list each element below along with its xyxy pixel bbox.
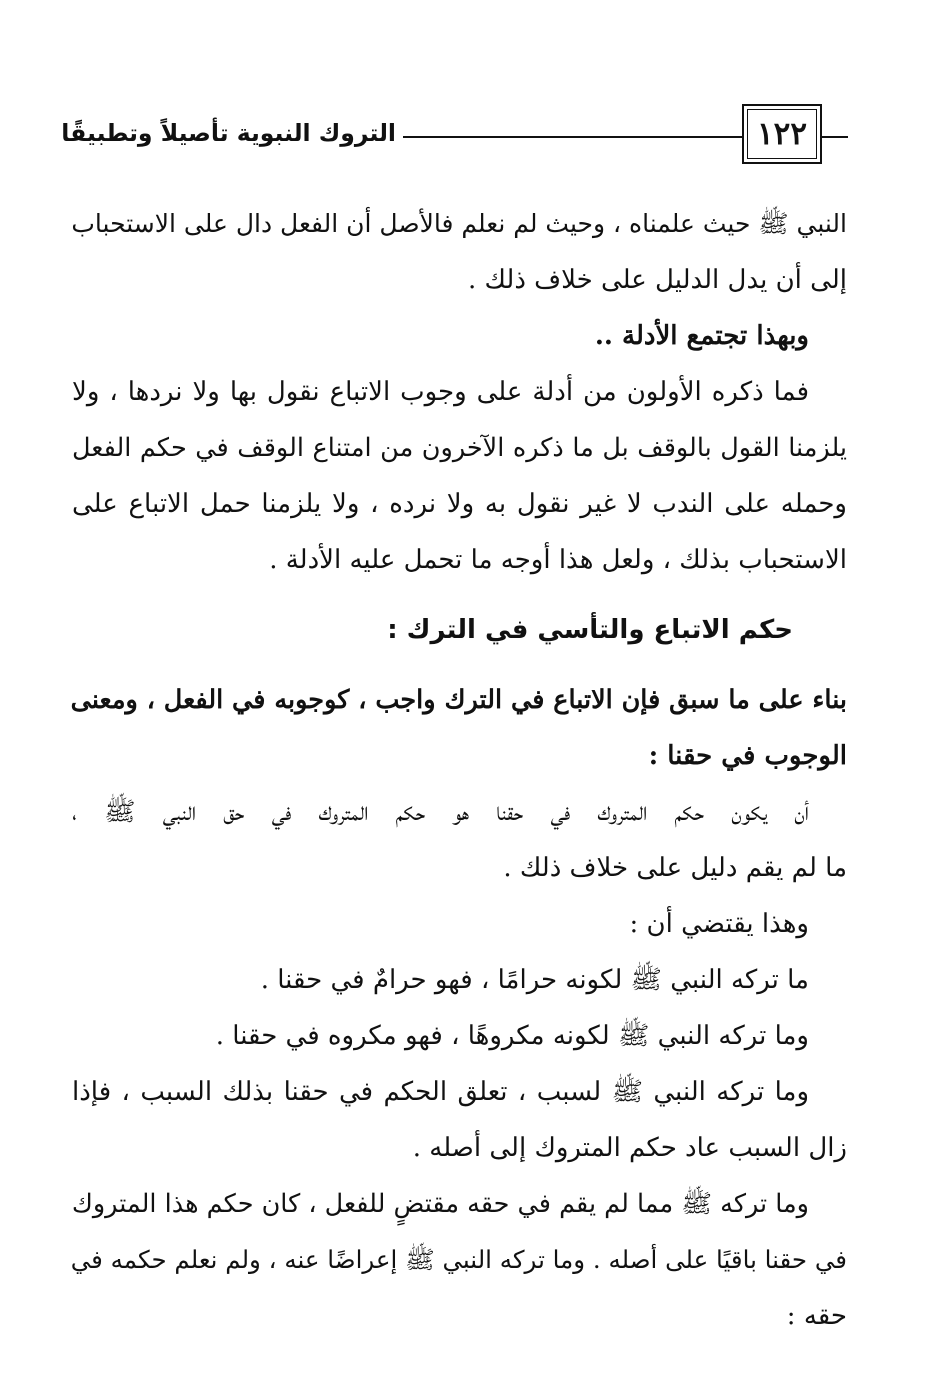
running-title: التروك النبوية تأصيلاً وتطبيقًا	[58, 110, 396, 156]
section-heading: حكم الاتباع والتأسي في الترك :	[387, 615, 793, 645]
section-gap	[72, 658, 847, 672]
body-line: أن يكون حكم المتروك في حقنا هو حكم المتروك في حق النبي ﷺ ،	[72, 797, 809, 827]
section-gap	[72, 588, 847, 602]
list-item: ما تركه النبي ﷺ لكونه حرامًا ، فهو حرامٌ في حقنا .	[260, 965, 809, 995]
body-line: وهذا يقتضي أن :	[629, 909, 809, 939]
body-line: النبي ﷺ حيث علمناه ، وحيث لم نعلم فالأصل أن الفعل دال على الاستحباب	[71, 209, 847, 238]
list-item: وما تركه النبي ﷺ لسبب ، تعلق الحكم في حقنا بذلك السبب ، فإذا	[72, 1077, 809, 1107]
body-line-bold: الوجوب في حقنا :	[648, 741, 847, 771]
body-line-bold: بناء على ما سبق فإن الاتباع في الترك واجب ، كوجوبه في الفعل ، ومعنى	[70, 685, 847, 715]
body-line: وما تركه ﷺ مما لم يقم في حقه مقتضٍ للفعل ، كان حكم هذا المتروك	[71, 1189, 809, 1219]
page-body	[72, 196, 847, 1344]
body-line: فما ذكره الأولون من أدلة على وجوب الاتباع نقول بها ولا نردها ، ولا	[72, 377, 809, 407]
page-header	[58, 100, 848, 170]
body-line: ما لم يقم دليل على خلاف ذلك .	[503, 853, 847, 883]
body-line: إلى أن يدل الدليل على خلاف ذلك .	[467, 265, 847, 295]
body-line: الاستحباب بذلك ، ولعل هذا أوجه ما تحمل عليه الأدلة .	[269, 545, 847, 575]
body-line: حقه :	[786, 1301, 847, 1331]
body-line: في حقنا باقيًا على أصله . وما تركه النبي ﷺ إعراضًا عنه ، ولم نعلم حكمه في	[70, 1245, 847, 1274]
list-item: وما تركه النبي ﷺ لكونه مكروهًا ، فهو مكروه في حقنا .	[215, 1021, 809, 1051]
body-line-bold: وبهذا تجتمع الأدلة ..	[594, 321, 809, 351]
body-line: وحمله على الندب لا غير نقول به ولا نرده ، ولا يلزمنا حمل الاتباع على	[72, 489, 847, 519]
body-line: زال السبب عاد حكم المتروك إلى أصله .	[412, 1133, 847, 1163]
body-line: يلزمنا القول بالوقف بل ما ذكره الآخرون من امتناع الوقف في حكم الفعل	[72, 433, 847, 463]
header-rule-right	[821, 136, 848, 138]
page-number: ١٢٢	[742, 104, 822, 164]
